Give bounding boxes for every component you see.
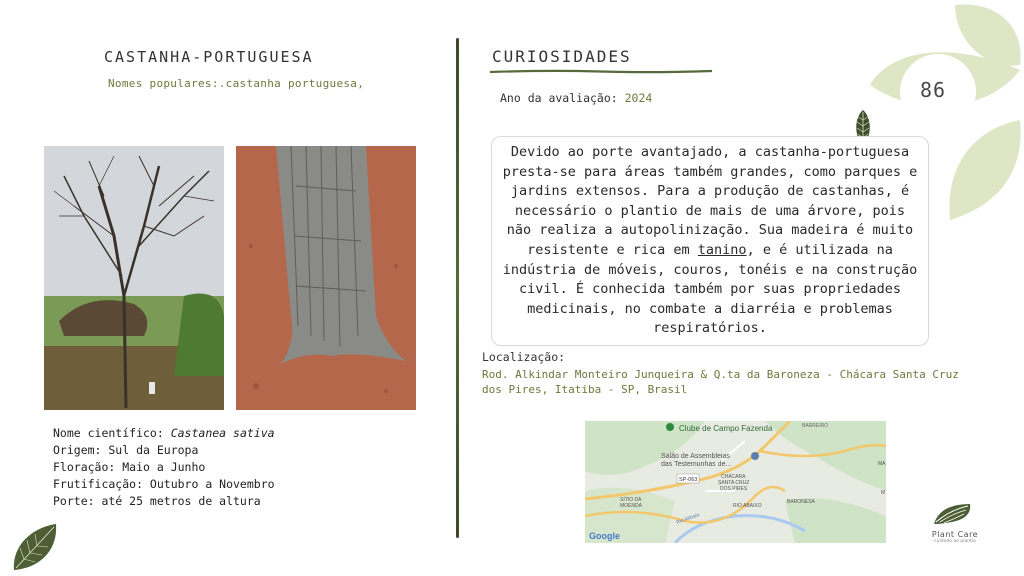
scientific-name-row [53, 425, 275, 442]
hall-pin-icon[interactable] [751, 452, 759, 460]
map-label-chacara-3: DOS PIRES [720, 486, 748, 492]
map-label-salao-2: das Testemunhas de... [661, 461, 732, 468]
location-map[interactable] [585, 421, 886, 543]
map-label-edge-m: M [881, 490, 886, 496]
brand-logo [920, 500, 990, 550]
tree-photo [44, 146, 224, 410]
flowering: Floração: Maio a Junho [53, 460, 206, 474]
evaluation-year-value: 2024 [624, 91, 653, 105]
map-label-edge-ma: MA [878, 461, 886, 467]
vertical-divider [456, 38, 459, 538]
trunk-photo [236, 146, 416, 410]
tanino-link[interactable]: tanino [697, 241, 747, 258]
curiosities-text-part1: Devido ao porte avantajado, a castanha-portuguesa presta-se para áreas também grandes, como parques e jardins extensos. Para a produção de castanhas, é necessário o plantio de mais de uma árvore, pois não realiza a autopolinização. Sua madeira é muito resistente e rica em [502, 144, 918, 258]
map-label-road: SP-063 [679, 477, 698, 483]
club-pin-icon[interactable] [666, 423, 674, 431]
location-address: Rod. Alkindar Monteiro Junqueira & Q.ta da Baroneza - Chácara Santa Cruz dos Pires, Itatiba - SP, Brasil [482, 368, 959, 396]
map-label-baronesa: BARONESA [787, 499, 815, 505]
fruiting: Frutificação: Outubro a Novembro [53, 477, 275, 491]
map-label-rio-atibaia: Rio Atibaia [675, 512, 701, 526]
curiosities-text-part2: , e é utilizada na indústria de móveis, couros, tonéis e na construção civil. É conhecida também por suas propriedades medicinais, no combate a diarréia e problemas respiratórios. [502, 241, 918, 337]
size: Porte: até 25 metros de altura [53, 494, 261, 508]
popular-names: Nomes populares:.castanha portuguesa, [108, 77, 365, 90]
decorative-leaf-bottom-left-icon [10, 522, 60, 572]
map-label-barreiro: BARREIRO [802, 423, 829, 429]
map-label-rio-abaixo: RIO ABAIXO [733, 503, 762, 509]
curiosities-box [491, 136, 929, 346]
species-details [53, 425, 275, 510]
map-label-chacara-2: SANTA CRUZ [718, 480, 750, 486]
evaluation-year [500, 91, 652, 105]
map-label-club: Clube de Campo Fazenda [679, 424, 773, 433]
curiosities-text [500, 143, 920, 339]
google-logo: Google [589, 531, 620, 541]
map-label-salao-1: Salão de Assembleias [661, 453, 730, 460]
evaluation-year-label: Ano da avaliação: [500, 91, 625, 105]
location-label: Localização: [482, 350, 566, 364]
page-number: 86 [920, 78, 947, 102]
map-label-sitio-2: MOENDA [620, 503, 642, 509]
species-title: CASTANHA-PORTUGUESA [104, 48, 314, 66]
curiosities-title: CURIOSIDADES [492, 47, 632, 66]
title-underline [490, 69, 712, 74]
origin: Origem: Sul da Europa [53, 443, 199, 457]
scientific-name-label: Nome científico: [53, 426, 171, 440]
scientific-name: Castanea sativa [170, 426, 275, 440]
brand-name: Plant Care [931, 530, 979, 539]
map-label-chacara-1: CHÁCARA [721, 474, 746, 480]
brand-tagline: cuidado ao plantio [934, 539, 976, 544]
plant-care-logo-icon [930, 500, 980, 528]
map-label-sitio-1: SÍTIO DA [620, 497, 642, 503]
